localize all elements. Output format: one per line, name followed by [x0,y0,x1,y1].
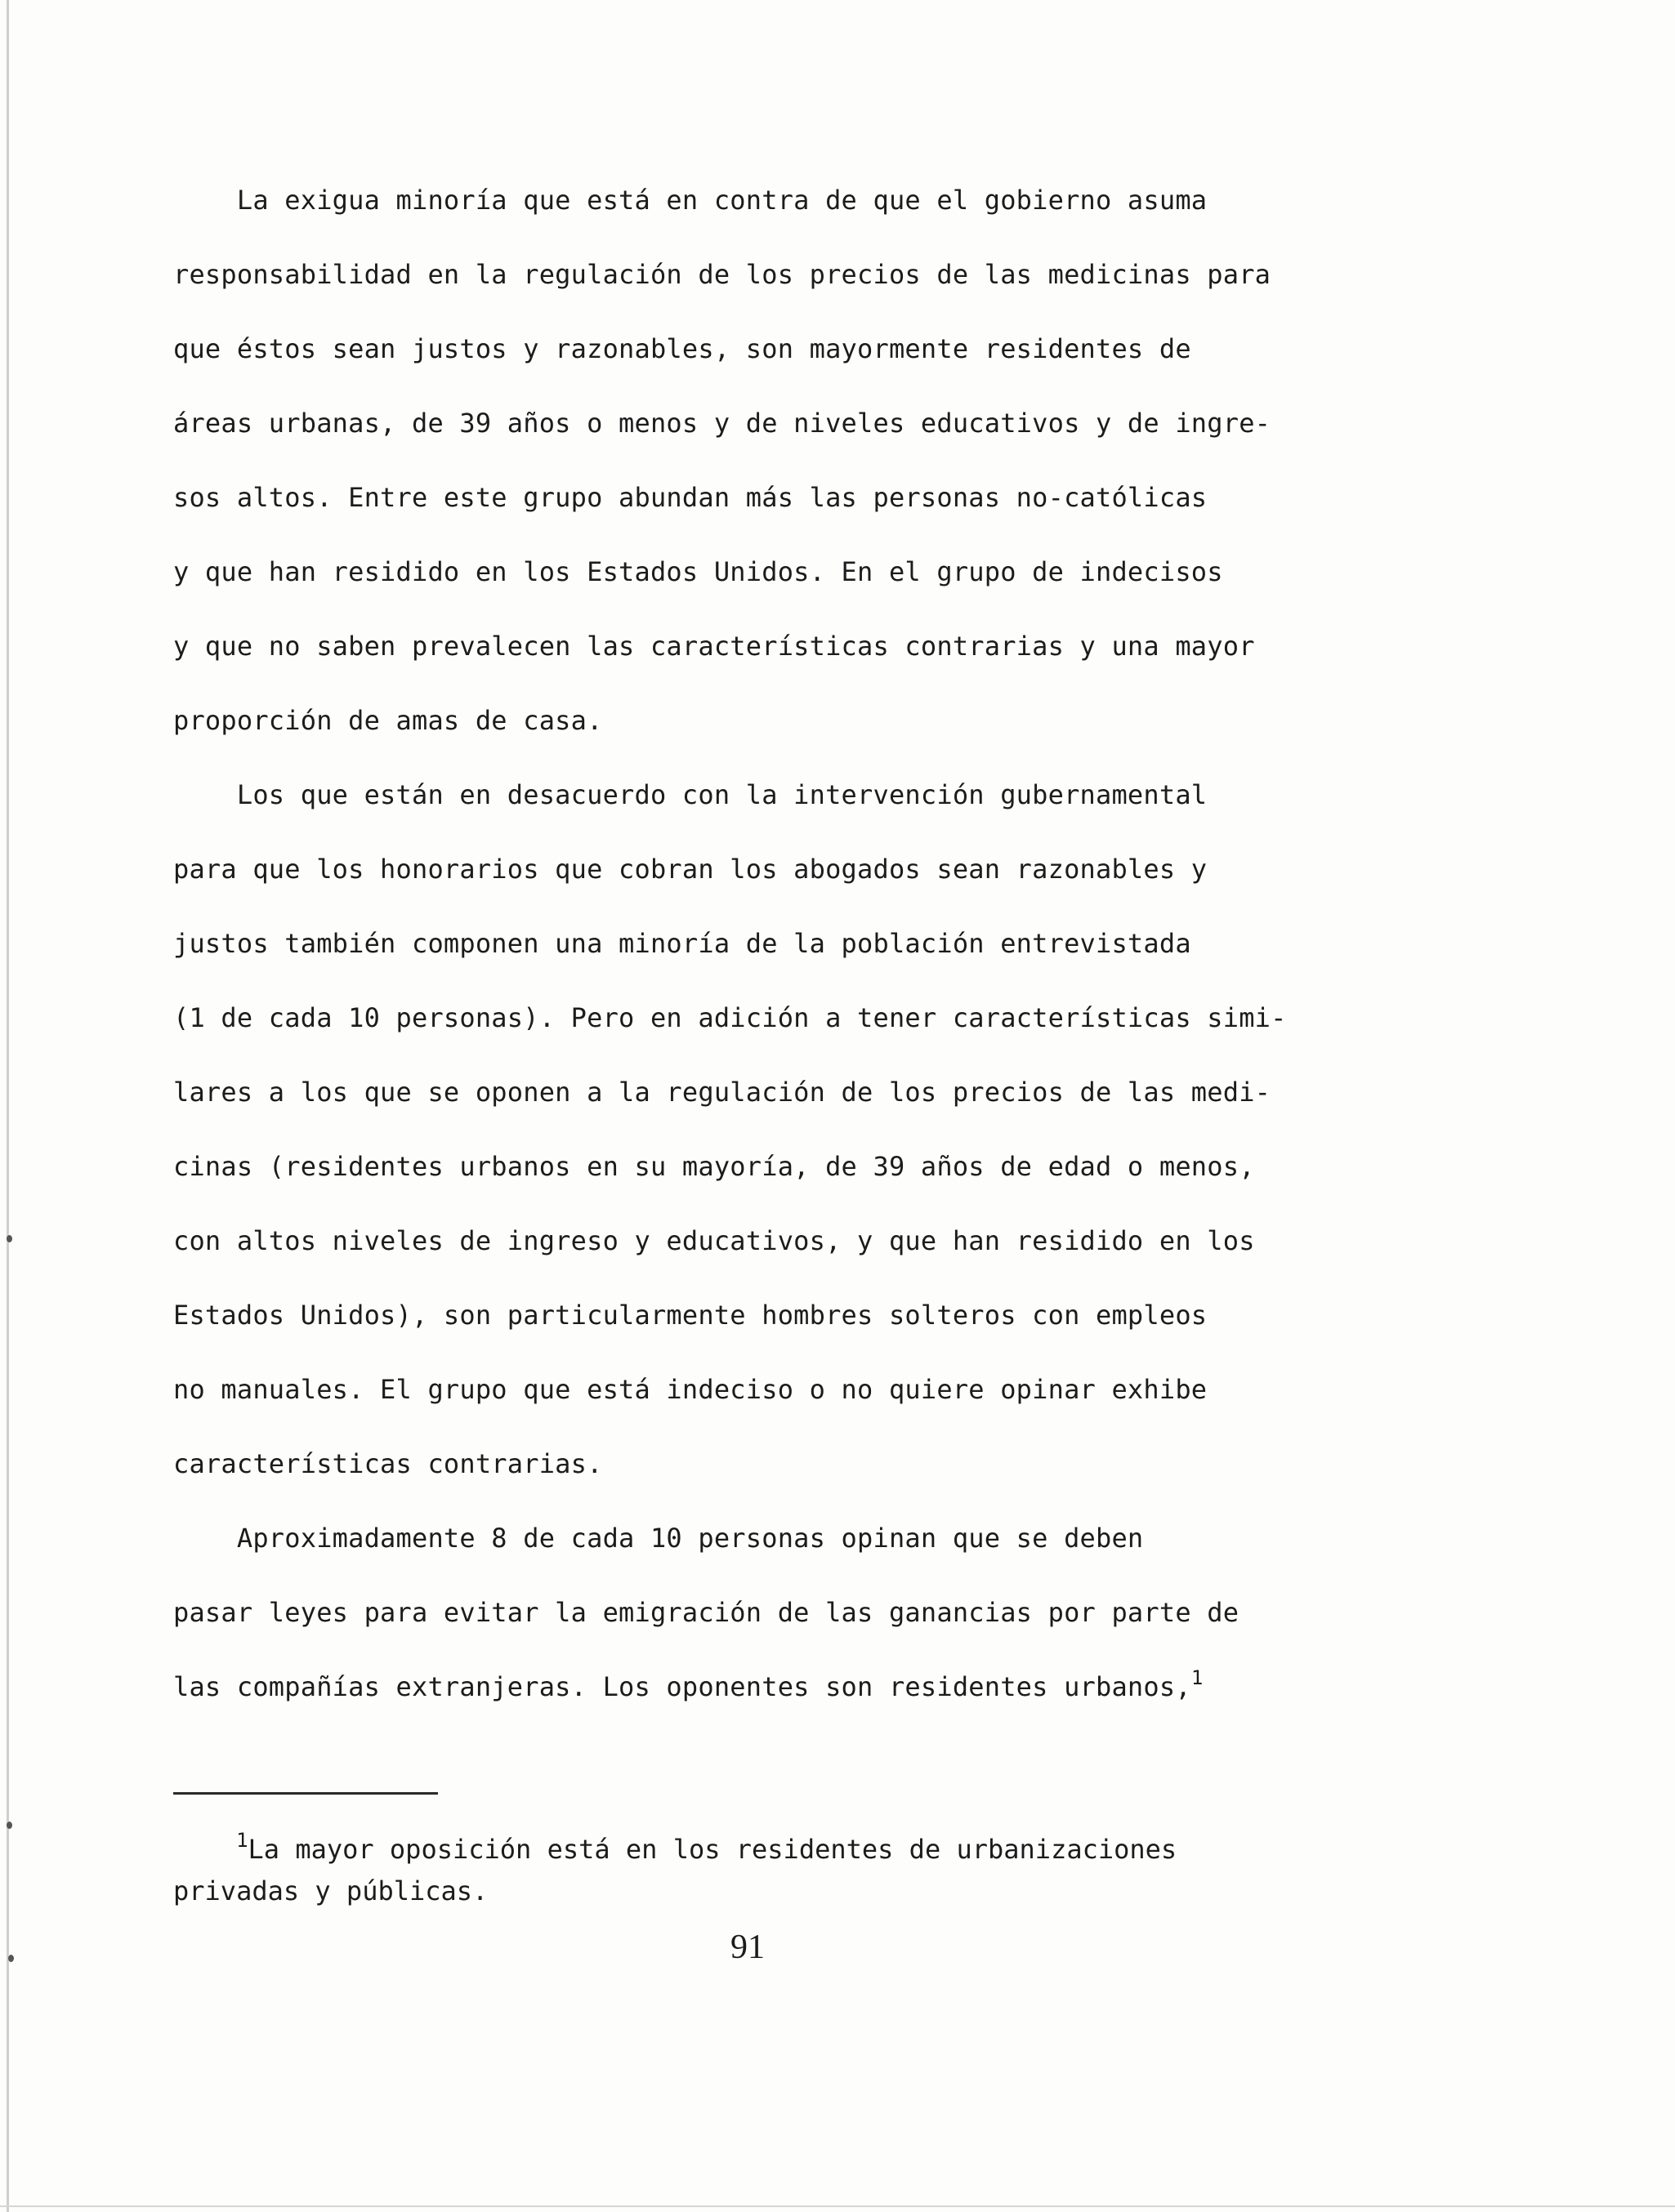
footnote-text-line2: privadas y públicas. [173,1875,489,1907]
body-line: sos altos. Entre este grupo abundan más las personas no-católicas [173,482,1208,513]
body-line: Estados Unidos), son particularmente hombres solteros con empleos [173,1300,1208,1331]
body-line: Los que están en desacuerdo con la intervención gubernamental [173,779,1208,810]
body-text [173,163,1342,1724]
footnote-reference: 1 [1190,1666,1204,1689]
body-line: con altos niveles de ingreso y educativos, y que han residido en los [173,1225,1255,1256]
body-line: y que no saben prevalecen las características contrarias y una mayor [173,631,1255,662]
body-line: Aproximadamente 8 de cada 10 personas opinan que se deben [173,1523,1144,1554]
body-line: áreas urbanas, de 39 años o menos y de niveles educativos y de ingre- [173,408,1271,439]
scan-edge-left [7,0,9,2212]
body-line-text: las compañías extranjeras. Los oponentes son residentes urbanos, [173,1671,1191,1702]
body-line: y que han residido en los Estados Unidos. En el grupo de indecisos [173,556,1223,587]
body-line: no manuales. El grupo que está indeciso o no quiere opinar exhibe [173,1374,1208,1405]
footnote-line [173,1830,1342,1871]
footnote-divider [173,1792,438,1795]
body-line: para que los honorarios que cobran los abogados sean razonables y [173,854,1208,885]
page-number: 91 [730,1929,765,1966]
body-line: proporción de amas de casa. [173,705,603,736]
body-line: (1 de cada 10 personas). Pero en adición a tener características simi- [173,1002,1287,1033]
body-line: justos también componen una minoría de la población entrevistada [173,928,1191,959]
body-line: La exigua minoría que está en contra de que el gobierno asuma [173,185,1208,216]
body-line: pasar leyes para evitar la emigración de las ganancias por parte de [173,1597,1240,1628]
footnote-marker: 1 [236,1829,248,1852]
scan-speck [7,1235,12,1242]
body-line-with-footnote-ref [173,1650,1342,1724]
footnote [173,1830,1342,1911]
footnote-text-line1: La mayor oposición está en los residentes de urbanizaciones [248,1834,1177,1865]
scan-speck [7,1822,12,1829]
body-line: características contrarias. [173,1448,603,1479]
scan-edge-bottom [0,2205,1675,2207]
body-line: cinas (residentes urbanos en su mayoría, de 39 años de edad o menos, [173,1151,1255,1182]
body-line: lares a los que se oponen a la regulación de los precios de las medi- [173,1077,1271,1108]
body-line: que éstos sean justos y razonables, son mayormente residentes de [173,333,1191,364]
body-line: responsabilidad en la regulación de los precios de las medicinas para [173,259,1271,290]
